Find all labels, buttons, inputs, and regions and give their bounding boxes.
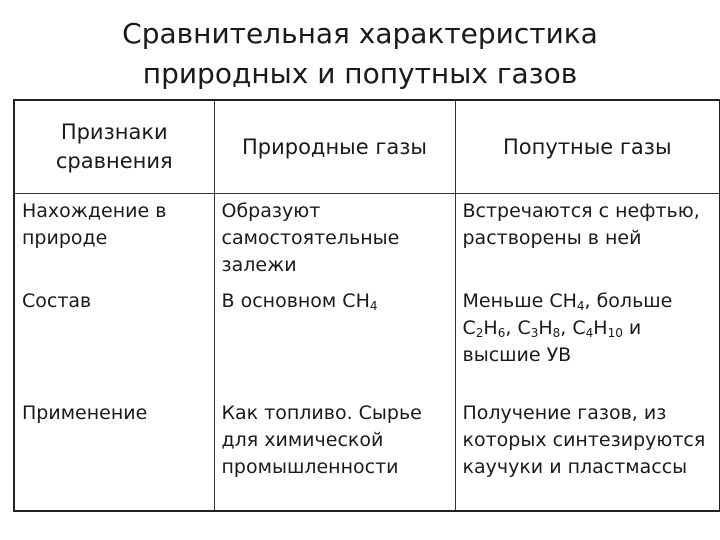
title-line-1: Сравнительная характеристика	[122, 17, 598, 50]
row-composition-associated: Меньше $CH_4$, больше $C_2H_6$, $C_3H_8$, $C_4H_{10}$ и высшие УВ	[462, 290, 673, 366]
row-composition-natural: В основном $CH_4$	[214, 284, 455, 396]
row-composition-feature: Состав	[14, 284, 214, 396]
row-occurrence-natural: Образуют самостоятельные залежи	[214, 194, 455, 285]
comparison-table	[13, 99, 720, 512]
title-line-2: природных и попутных газов	[142, 57, 578, 90]
row-occurrence-feature: Нахождение в природе	[14, 194, 214, 285]
header-natural-gases: Природные газы	[214, 100, 455, 194]
header-features: Признаки сравнения	[14, 100, 214, 194]
page-title	[0, 14, 720, 94]
table-row	[14, 194, 720, 285]
row-application-feature: Применение	[14, 396, 214, 511]
table-header-row	[14, 100, 720, 194]
row-application-associated: Получение газов, из которых синтезируются каучуки и пластмассы	[462, 402, 706, 478]
row-occurrence-associated: Встречаются с нефтью, растворены в ней	[462, 200, 700, 249]
table-row	[14, 284, 720, 396]
table-row	[14, 396, 720, 511]
header-associated-gases: Попутные газы	[455, 100, 720, 194]
row-application-natural: Как топливо. Сырье для химической промышленности	[214, 396, 455, 511]
